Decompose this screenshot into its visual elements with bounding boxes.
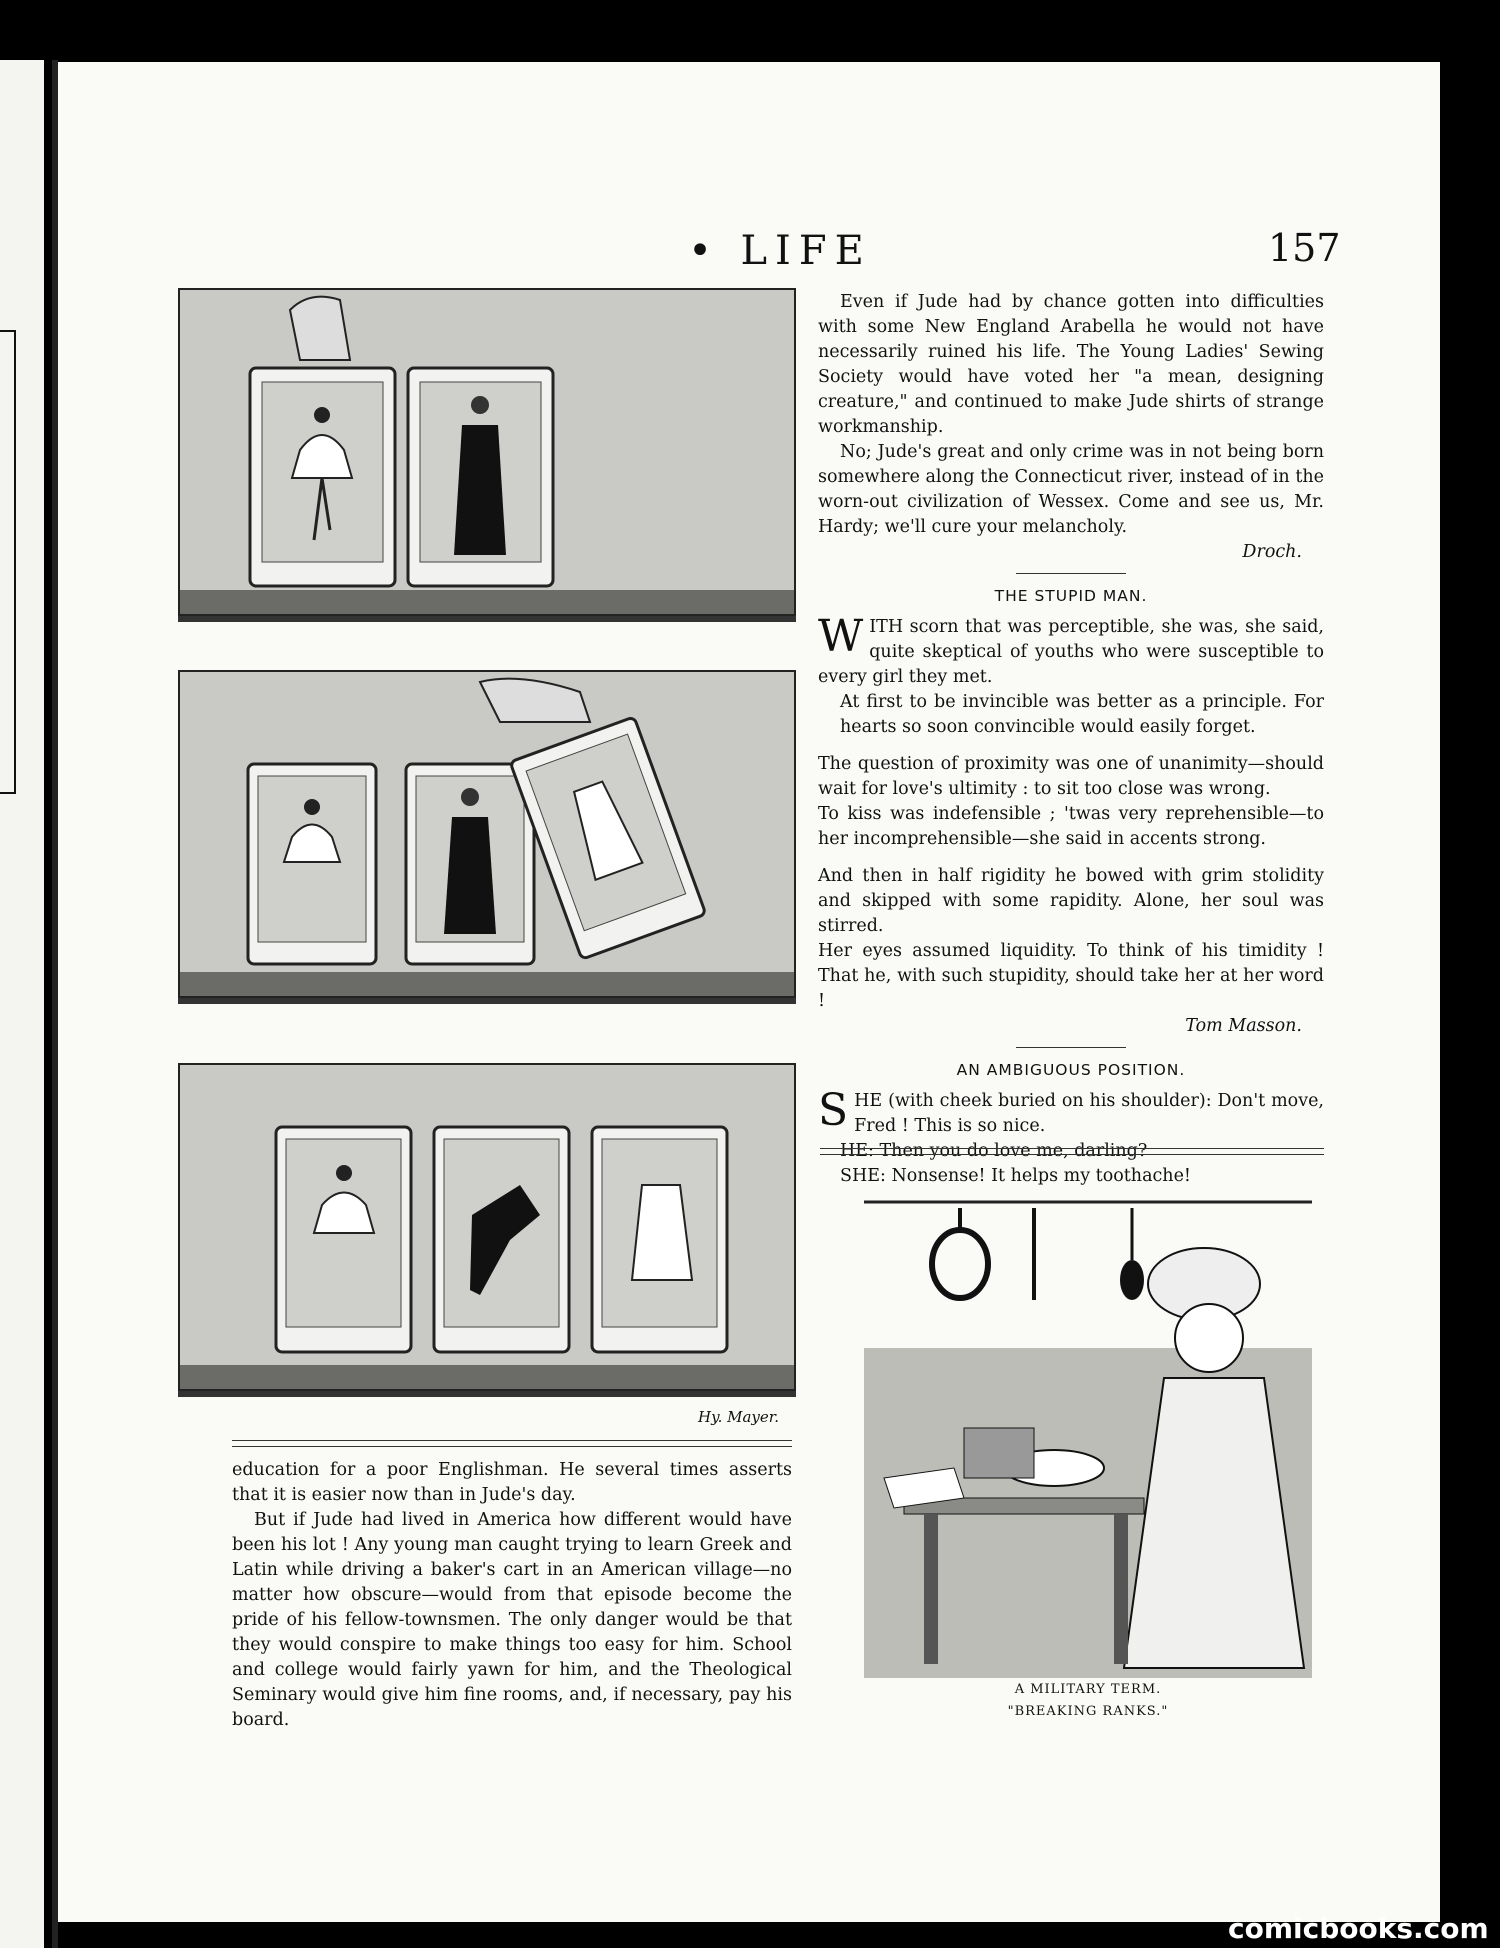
- panel-2-drawing: [180, 672, 794, 996]
- watermark: comicbooks.com: [1228, 1912, 1489, 1945]
- jude-paragraph: But if Jude had lived in America how different would have been his lot ! Any young man caught trying to learn Greek and Latin while driving a baker's cart in an American village—no matter how obscure—would from that episode become the pride of his fellow-townsmen. The only danger would be that they would conspire to make things too easy for him. School and college would fairly yawn for him, and the Theological Seminary would give him fine rooms, and, if necessary, pay his board.: [232, 1510, 792, 1730]
- section-rule: [1016, 1047, 1126, 1048]
- continued-paragraph: education for a poor Englishman. He several times asserts that it is easier now than in Jude's day.: [232, 1460, 792, 1505]
- poem-dropcap: W: [818, 611, 864, 662]
- joke-line-3: SHE: Nonsense! It helps my toothache!: [840, 1166, 1191, 1186]
- illustration-panel-1: [178, 288, 796, 616]
- illustration-panel-3: [178, 1063, 796, 1391]
- cartoon-caption: A MILITARY TERM.: [1014, 1682, 1162, 1697]
- poem-signature: Tom Masson.: [1185, 1016, 1302, 1036]
- illustration-panel-2: [178, 670, 796, 998]
- essay-signature: Droch.: [1242, 542, 1302, 562]
- poem-line: At first to be invincible was better as a principle. For hearts so soon convincible would easily forget.: [840, 692, 1324, 737]
- illustration-credit: Hy. Mayer.: [698, 1408, 780, 1426]
- basket-icon: [964, 1428, 1034, 1478]
- panel-3-drawing: [180, 1065, 794, 1389]
- poem-title: THE STUPID MAN.: [994, 587, 1148, 605]
- poem-line: To kiss was indefensible ; 'twas very reprehensible—to her incomprehensible—she said in accents strong.: [818, 804, 1324, 849]
- magazine-title: • LIFE: [688, 228, 872, 274]
- frying-pan-icon: [932, 1230, 988, 1298]
- right-column: [818, 290, 1324, 1189]
- page-number: 157: [1268, 226, 1341, 270]
- poem-line: ITH scorn that was perceptible, she was, she said, quite skeptical of youths who were susceptible to every girl they met.: [818, 617, 1324, 687]
- section-rule: [1016, 573, 1126, 574]
- poem-stanza-3: [818, 864, 1324, 1014]
- hand-icon: [480, 679, 590, 722]
- poem-line: The question of proximity was one of unanimity—should wait for love's ultimity : to sit too close was wrong.: [818, 754, 1324, 799]
- poem-stanza-2: [818, 752, 1324, 852]
- section-divider: [820, 1148, 1324, 1155]
- right-page-edge: [1448, 60, 1500, 1948]
- joke-dropcap: S: [818, 1085, 849, 1136]
- left-page-frame: [0, 330, 16, 794]
- joke-line-2: HE: Then you do love me, darling?: [840, 1141, 1148, 1161]
- kitchen-cartoon: [864, 1168, 1312, 1678]
- chef-face: [1175, 1304, 1243, 1372]
- left-bottom-column: [232, 1458, 792, 1733]
- poem-line: And then in half rigidity he bowed with grim stolidity and skipped with some rapidity. Alone, her soul was stirred.: [818, 866, 1324, 936]
- left-page-edge: [0, 60, 44, 1948]
- cartoon-subcaption: "BREAKING RANKS.": [1007, 1704, 1169, 1719]
- joke-line-1: HE (with cheek buried on his shoulder): Don't move, Fred ! This is so nice.: [854, 1091, 1324, 1136]
- hand-icon: [290, 297, 350, 360]
- kitchen-cartoon-drawing: [864, 1168, 1312, 1678]
- panel-1-drawing: [180, 290, 794, 614]
- section-divider: [232, 1440, 792, 1447]
- poem-stanza-1: [818, 611, 1324, 740]
- essay-paragraph-1: Even if Jude had by chance gotten into difficulties with some New England Arabella he would not have necessarily ruined his life. The Young Ladies' Sewing Society would have voted her "a mean, designing creature," and continued to make Jude shirts of strange workmanship.: [818, 292, 1324, 437]
- joke-title: AN AMBIGUOUS POSITION.: [956, 1061, 1186, 1079]
- essay-paragraph-2: No; Jude's great and only crime was in not being born somewhere along the Connecticut river, instead of in the worn-out civilization of Wessex. Come and see us, Mr. Hardy; we'll cure your melancholy.: [818, 442, 1324, 537]
- poem-line: Her eyes assumed liquidity. To think of his timidity ! That he, with such stupidity, should take her at her word !: [818, 941, 1324, 1011]
- spoon-icon: [1120, 1260, 1144, 1300]
- card-jester: [510, 717, 706, 959]
